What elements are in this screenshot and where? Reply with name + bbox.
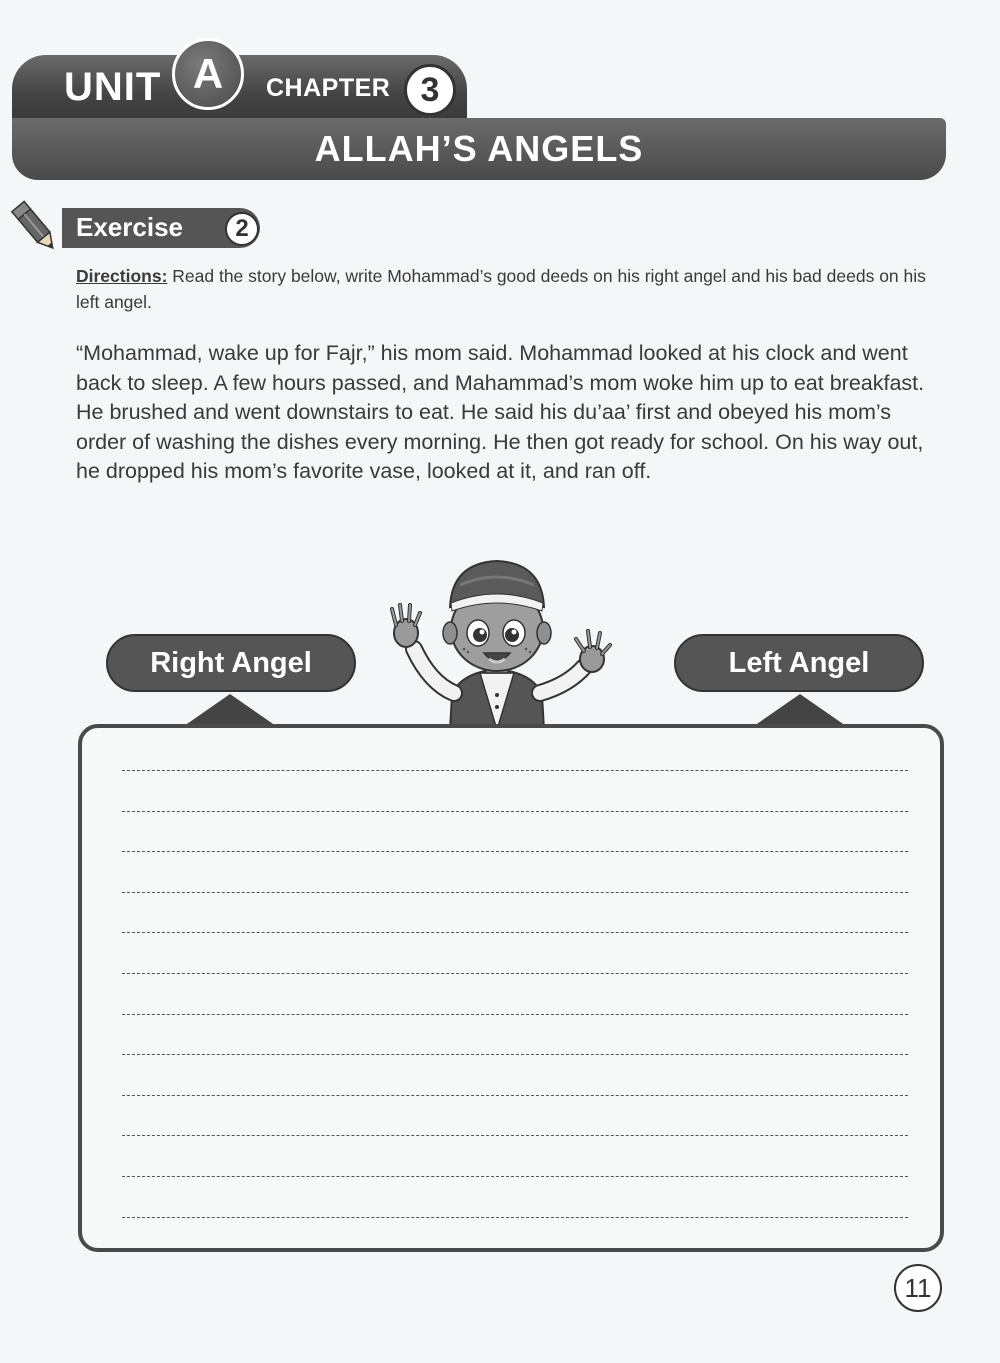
directions (76, 263, 936, 315)
chapter-label: CHAPTER (266, 74, 391, 102)
exercise-label: Exercise (76, 212, 183, 242)
writing-line[interactable] (122, 1054, 908, 1055)
writing-line[interactable] (122, 851, 908, 852)
writing-line[interactable] (122, 892, 908, 893)
writing-line[interactable] (122, 1176, 908, 1177)
unit-label: UNIT (64, 65, 162, 109)
page-number: 11 (894, 1264, 942, 1312)
writing-line[interactable] (122, 973, 908, 974)
writing-line[interactable] (122, 1217, 908, 1218)
writing-line[interactable] (122, 770, 908, 771)
page-title: ALLAH’S ANGELS (314, 128, 644, 169)
right-angel-label: Right Angel (106, 634, 356, 692)
right-angel-pointer (184, 694, 276, 726)
directions-text: Read the story below, write Mohammad’s good deeds on his right angel and his bad deeds on his left angel. (76, 266, 926, 312)
writing-line[interactable] (122, 811, 908, 812)
chapter-number-badge: 3 (404, 64, 456, 116)
writing-line[interactable] (122, 1095, 908, 1096)
writing-area[interactable] (78, 724, 944, 1252)
left-angel-label: Left Angel (674, 634, 924, 692)
writing-line[interactable] (122, 1135, 908, 1136)
story-paragraph: “Mohammad, wake up for Fajr,” his mom said. Mohammad looked at his clock and went back to sleep. A few hours passed, and Mahammad’s mom woke him up to eat breakfast. He brushed and went downstairs to eat. He said his du’aa’ first and obeyed his mom’s order of washing the dishes every morning. He then got ready for school. On his way out, he dropped his mom’s favorite vase, looked at it, and ran off. (76, 341, 925, 483)
unit-letter-badge: A (172, 38, 244, 110)
left-angel-pointer (754, 694, 846, 726)
boy-illustration (380, 555, 615, 730)
directions-label: Directions: (76, 266, 168, 286)
writing-line[interactable] (122, 1014, 908, 1015)
pencil-icon (8, 198, 64, 258)
writing-line[interactable] (122, 932, 908, 933)
exercise-number-badge: 2 (225, 212, 259, 246)
